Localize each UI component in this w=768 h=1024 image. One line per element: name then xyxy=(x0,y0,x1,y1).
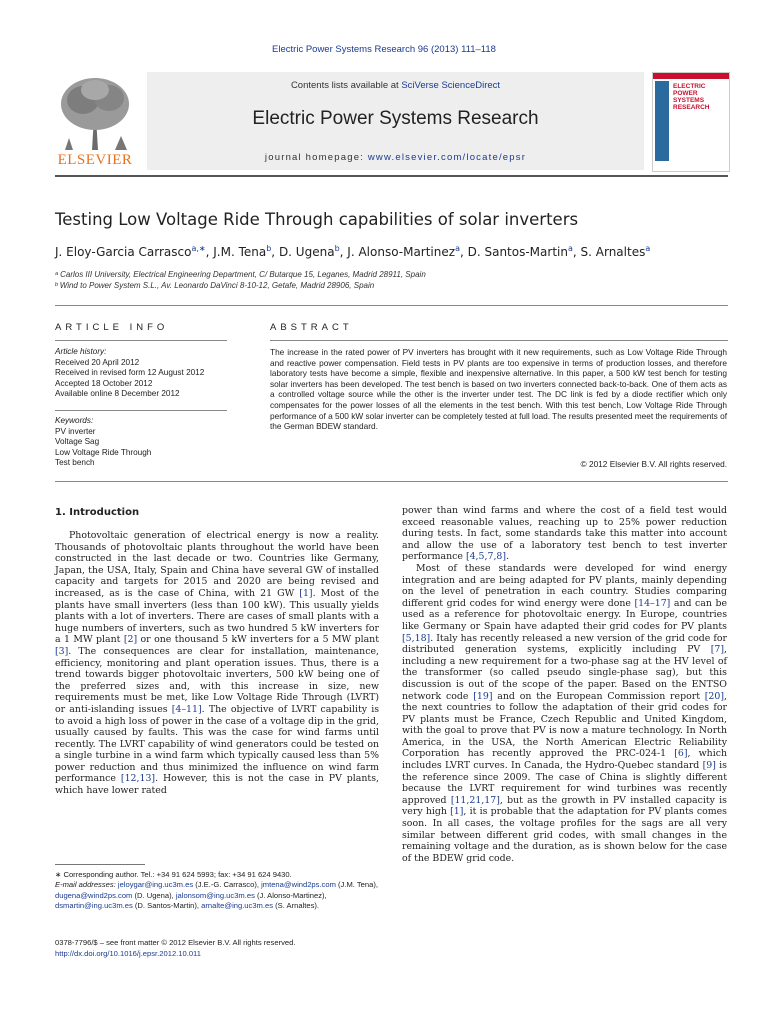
keyword: Test bench xyxy=(55,458,95,467)
article-info-label: ARTICLE INFO xyxy=(55,322,169,333)
journal-title: Electric Power Systems Research xyxy=(252,108,539,129)
elsevier-tree-logo[interactable] xyxy=(55,72,135,172)
text-run: , but as the growth in PV installed capacity is very high xyxy=(402,794,727,818)
text-run: (D. Santos-Martin), xyxy=(132,900,202,910)
history-received: Received 20 April 2012 xyxy=(55,357,140,367)
doi-link[interactable]: http://dx.doi.org/10.1016/j.epsr.2012.10.011 xyxy=(55,949,201,958)
issn-line: 0378-7796/$ – see front matter © 2012 Elsevier B.V. All rights reserved. xyxy=(55,938,296,947)
paragraph xyxy=(402,563,727,864)
reference-link[interactable]: [2] xyxy=(123,634,138,646)
text-run: Photovoltaic generation of electrical energy is now a reality. Thousands of photovoltaic plants throughout the world have been constructed in the last decade or two. Countries like Germany, Japan, the USA, Italy, Spain and China have several GW of installed capacity and targets for 2015 and 2020 are being revised and increased, as is the case of China, with 21 GW xyxy=(55,530,379,599)
body-text-right xyxy=(402,505,727,864)
keyword: Voltage Sag xyxy=(55,437,100,446)
journal-homepage xyxy=(147,152,644,163)
text-run: . However, this is not the case in PV plants, which have lower rated xyxy=(55,773,379,797)
reference-link[interactable]: [4,5,7,8] xyxy=(465,551,507,563)
text-run: (D. Ugena), xyxy=(132,890,176,900)
author-name: J.M. Tena xyxy=(213,245,267,259)
section-rule xyxy=(55,305,728,306)
reference-link[interactable]: dugena@wind2ps.com xyxy=(55,890,133,900)
journal-reference[interactable]: Electric Power Systems Research 96 (2013) 111–118 xyxy=(272,44,496,55)
paper-title: Testing Low Voltage Ride Through capabilities of solar inverters xyxy=(55,210,579,229)
text-run: and can be used as a reference for photovoltaic energy. In Europe, countries like Germany or Spain have adapted their grid codes for PV plants xyxy=(402,597,728,632)
text-run: . xyxy=(506,551,510,563)
text-run: . Italy has recently released a new version of the grid code for distributed generation systems, explicitly including PV xyxy=(402,632,727,656)
reference-link[interactable]: dsmartin@ing.uc3m.es xyxy=(55,900,133,910)
reference-link[interactable]: [19] xyxy=(473,690,493,702)
reference-link[interactable]: jmtena@wind2ps.com xyxy=(261,880,336,890)
reference-link[interactable]: [5,18] xyxy=(402,632,431,644)
reference-link[interactable]: [1] xyxy=(299,587,313,599)
reference-link[interactable]: [9] xyxy=(702,760,716,772)
author-name: D. Santos-Martin xyxy=(467,245,568,259)
reference-link[interactable]: jalonsom@ing.uc3m.es xyxy=(175,890,255,900)
reference-link[interactable]: jeloygar@ing.uc3m.es xyxy=(117,880,194,890)
text-run: power than wind farms and where the cost of a field test would exceed reasonable values, reaching up to 25% power reduction during tests. In fact, some standards take this matter into account and allow the use of a laboratory test bench to test inverter performance xyxy=(402,505,727,563)
paragraph xyxy=(402,505,727,562)
article-history xyxy=(55,347,227,400)
text-run: . The objective of LVRT capability is to avoid a high loss of power in the case of a voltage dip in the grid, usually caused by faults. This was the case for wind farms until recently. The LVRT capability of wind generators could be tested on a single turbine in a wind farm which typically caused less than 5% power reduction and thus minimized the influence on wind farm performance xyxy=(55,703,379,785)
abstract-label: ABSTRACT xyxy=(270,322,353,333)
abstract-rule xyxy=(270,340,728,341)
reference-link[interactable]: arnalte@ing.uc3m.es xyxy=(201,900,274,910)
author-name: S. Arnaltes xyxy=(580,245,646,259)
footnote xyxy=(55,870,385,911)
homepage-link[interactable]: www.elsevier.com/locate/epsr xyxy=(367,152,527,163)
header-rule xyxy=(55,175,728,177)
keywords-label: Keywords: xyxy=(55,416,94,425)
keyword: PV inverter xyxy=(55,426,96,436)
author-affiliation-mark[interactable]: a xyxy=(645,244,651,253)
reference-link[interactable]: [7] xyxy=(710,644,725,656)
text-run: (J. Alonso-Martinez), xyxy=(254,890,327,900)
cover-strip xyxy=(655,81,669,161)
footnote-rule xyxy=(55,864,145,865)
journal-cover-thumbnail[interactable] xyxy=(652,72,730,172)
issn-block xyxy=(55,937,385,959)
author-list: J. Eloy-Garcia Carrasco$^{a,∗}$, J.M. Tena$^b$, D. Ugena$^b$, J. Alonso-Martinez$^a$, D. Santos-Martin$^a$, S. Arnaltes$^a$ xyxy=(55,244,651,259)
keywords xyxy=(55,416,227,469)
text-run: (J.M. Tena), xyxy=(335,880,378,890)
author-name: J. Alonso-Martinez xyxy=(347,245,456,259)
affiliation-b: ᵇ Wind to Power System S.L., Av. Leonardo DaVinci 8-10-12, Getafe, Madrid 28906, Spain xyxy=(55,281,375,290)
section-heading-introduction: 1. Introduction xyxy=(55,507,140,518)
text-run: . Most of the plants have small inverters (less than 100 kW). This usually yields plants with a lot of inverters. There are cases of small plants with a huge numbers of inverters, such as two hundred 5 kW inverters for a 1 MW plant xyxy=(55,587,379,646)
text-run: or one thousand 5 kW inverters for a 5 MW plant xyxy=(137,634,379,646)
text-run: and on the European Commission report xyxy=(492,690,705,702)
reference-link[interactable]: [12,13] xyxy=(120,773,156,785)
cover-band xyxy=(653,73,729,79)
text-run: (S. Arnaltes). xyxy=(273,900,320,910)
author-name: D. Ugena xyxy=(278,245,335,259)
cover-title: ELECTRIC POWER SYSTEMS RESEARCH xyxy=(673,83,710,111)
author-affiliation-mark[interactable]: a xyxy=(455,244,460,253)
contents-line xyxy=(147,80,644,91)
reference-link[interactable]: [6] xyxy=(674,748,688,760)
body-text-left xyxy=(55,530,379,797)
history-label: Article history: xyxy=(55,347,107,356)
history-accepted: Accepted 18 October 2012 xyxy=(55,378,153,388)
copyright-notice: © 2012 Elsevier B.V. All rights reserved. xyxy=(580,459,727,469)
text-run: is the reference since 2009. The case of China is slightly different because the LVRT requirement for wind turbines was recently approved xyxy=(402,760,727,806)
author-affiliation-mark[interactable]: b xyxy=(266,244,272,253)
text-run: Most of these standards were developed for wind energy integration and are being adapted for PV plants, mainly depending on the level of penetration in each country. Studies comparing different grid codes for wind energy were done xyxy=(402,562,727,609)
keyword: Low Voltage Ride Through xyxy=(55,447,152,457)
reference-link[interactable]: [4–11] xyxy=(171,703,202,715)
elsevier-wordmark: ELSEVIER xyxy=(57,152,133,168)
abstract-text: The increase in the rated power of PV inverters has brought with it new requirements, such as Low Voltage Ride Through and reactive power compensation. Field tests in PV plants are too expensive in terms of production losses, and therefore laboratory tests have become a simple, flexible and inexpensive alternative. In this paper, a 500 kW test bench for testing solar inverters has been developed. The test bench is based on two inverters connected back-to-back. One of them acts as a controlled voltage source while the other is the inverter under test. The DC link is fed by a diode rectifier which only compensates for the power losses of all the elements in the test bench. With this test bench, Low Voltage Ride Through performance of a 500 kW solar inverter can be completely tested at full load. The results presented meet the requirements of the German BDEW standard. xyxy=(270,347,727,432)
reference-link[interactable]: [11,21,17] xyxy=(450,794,500,806)
affiliation-a: ᵃ Carlos III University, Electrical Engineering Department, C/ Butarque 15, Leganes, Madrid 28911, Spain xyxy=(55,270,426,279)
history-revised: Received in revised form 12 August 2012 xyxy=(55,368,205,377)
reference-link[interactable]: [20] xyxy=(704,690,725,702)
text-run: , it is probable that the adaptation for PV plants comes soon. In all cases, the voltage profiles for the sags are all very similar between different grid codes, with small changes in the remaining voltage and the duration, as is shown below for the case of the BDEW grid code. xyxy=(402,806,727,864)
text-run: ∗ Corresponding author. Tel.: +34 91 624 5993; fax: +34 91 624 9430. xyxy=(55,870,292,879)
info-rule xyxy=(55,340,227,341)
text-run: , which includes LVRT curves. In Canada, the Hydro-Quebec standard xyxy=(402,748,727,772)
reference-link[interactable]: [3] xyxy=(55,645,69,657)
contents-prefix: Contents lists available at xyxy=(290,80,402,91)
text-run: . The consequences are clear for installation, maintenance, efficiency, monitoring and plant operation issues. Thus, there is a trend towards bigger photovoltaic inverters, 500 kW being one of the preferred sizes and, with this increase in size, new requirements must be met, like Low Voltage Ride Through (LVRT) or anti-islanding issues xyxy=(55,645,379,715)
history-online: Available online 8 December 2012 xyxy=(55,389,180,398)
author-affiliation-mark[interactable]: a,∗ xyxy=(191,244,206,253)
reference-link[interactable]: [1] xyxy=(450,806,464,818)
keywords-rule xyxy=(55,410,227,411)
abstract-bottom-rule xyxy=(55,481,728,482)
text-run: , including a new requirement for a two-phase sag at the HV level of the transformer (so called pseudo single-phase sag), but this discussion is out of the scope of the paper. Based on the ENTSO network code xyxy=(402,644,727,702)
author-affiliation-mark[interactable]: b xyxy=(334,244,340,253)
text-run: , the next countries to follow the adaptation of their grid codes for PV plants must be France, Czech Republic and United Kingdom, with the goal to prove that PV is now a mature technology. In North America, in the USA, the North American Electric Reliability Corporation has recently approved the PRC-024-1 xyxy=(402,690,727,760)
masthead xyxy=(55,72,728,172)
author-affiliation-mark[interactable]: a xyxy=(567,244,573,253)
reference-link[interactable]: [14–17] xyxy=(634,597,671,609)
text-run: (J.E.-G. Carrasco), xyxy=(193,880,262,890)
author-name: J. Eloy-Garcia Carrasco xyxy=(55,245,192,259)
homepage-prefix: journal homepage: xyxy=(264,152,368,163)
text-italic: E-mail addresses: xyxy=(55,880,118,890)
sciverse-link[interactable]: SciVerse ScienceDirect xyxy=(401,80,501,91)
